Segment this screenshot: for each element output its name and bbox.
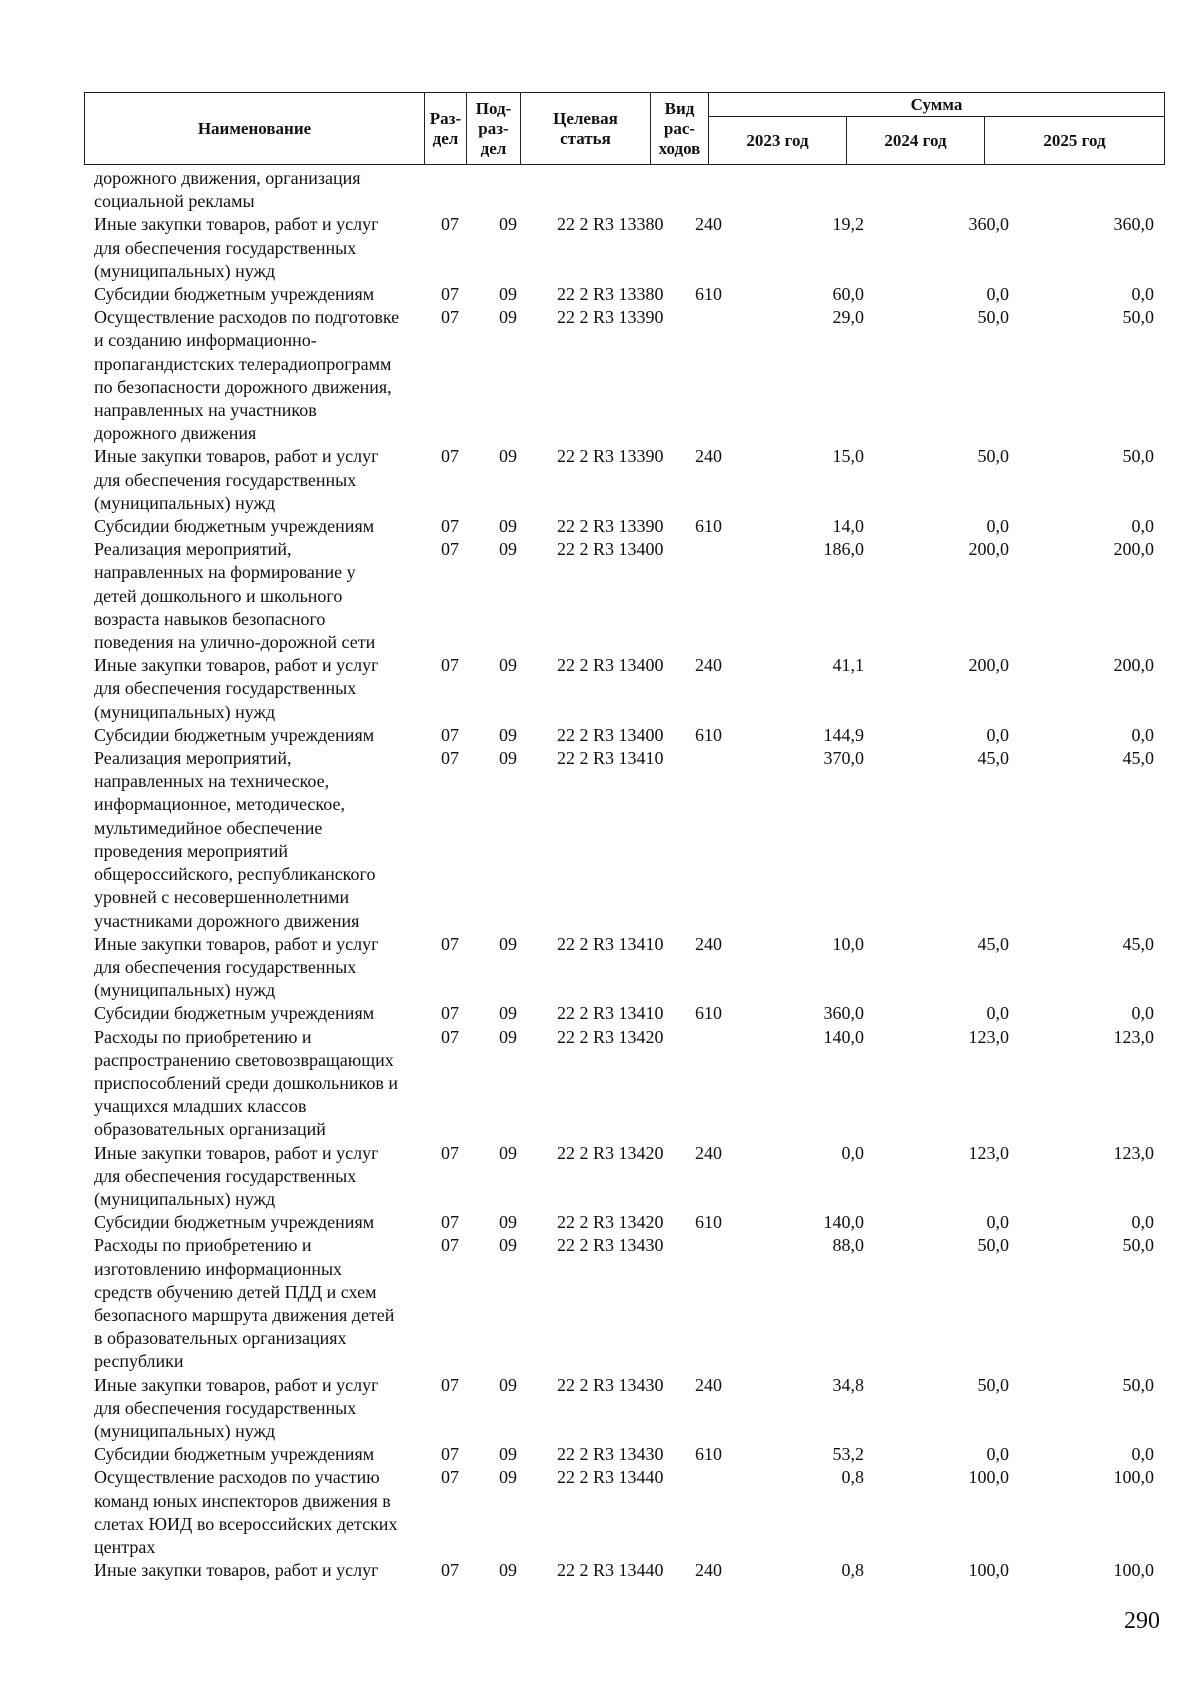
row-name <box>84 213 439 283</box>
row-name <box>84 1234 439 1373</box>
table-row <box>84 1234 1164 1373</box>
row-name <box>84 1211 439 1234</box>
row-sum-2025: 0,0 <box>1131 1212 1154 1233</box>
row-vid-rashodov: 610 <box>695 516 722 537</box>
row-name-line: Субсидии бюджетным учреждениям <box>94 284 375 305</box>
row-sum-2025: 0,0 <box>1131 516 1154 537</box>
table-row <box>84 167 1164 213</box>
row-name-line: для обеспечения государственных <box>94 469 357 490</box>
table-row <box>84 1211 1164 1234</box>
row-celevaya-statya: 22 2 R3 13430 <box>557 1374 664 1395</box>
row-name-line: средств обучению детей ПДД и схем <box>94 1281 377 1302</box>
header-vid-line-3: ходов <box>658 138 701 158</box>
row-name-line: (муниципальных) нужд <box>94 1420 276 1441</box>
row-name-line: социальной рекламы <box>94 191 255 212</box>
row-celevaya-statya: 22 2 R3 13430 <box>557 1444 664 1465</box>
row-vid-rashodov: 610 <box>695 1003 722 1024</box>
row-sum-2024: 0,0 <box>986 1003 1009 1024</box>
row-vid-rashodov: 240 <box>695 1374 722 1395</box>
row-razdel: 07 <box>441 284 459 305</box>
row-name-line: распространению световозвращающих <box>94 1049 394 1070</box>
row-name-line: Иные закупки товаров, работ и услуг <box>94 1374 379 1395</box>
row-name-line: изготовлению информационных <box>94 1258 343 1279</box>
row-name-line: и созданию информационно- <box>94 330 317 351</box>
row-name-line: для обеспечения государственных <box>94 956 357 977</box>
header-vid-line-2: рас- <box>663 118 696 138</box>
row-name-line: Реализация мероприятий, <box>94 748 292 769</box>
table-row <box>84 515 1164 538</box>
header-vid-rashodov <box>651 93 709 165</box>
row-name-line: для обеспечения государственных <box>94 1397 357 1418</box>
row-name-line: направленных на формирование у <box>94 562 356 583</box>
row-vid-rashodov: 610 <box>695 1444 722 1465</box>
row-celevaya-statya: 22 2 R3 13440 <box>557 1560 664 1581</box>
row-razdel: 07 <box>441 1560 459 1581</box>
row-sum-2023: 15,0 <box>832 446 864 467</box>
row-celevaya-statya: 22 2 R3 13430 <box>557 1235 664 1256</box>
row-sum-2025: 0,0 <box>1131 1444 1154 1465</box>
row-sum-2025: 50,0 <box>1122 307 1154 328</box>
row-sum-2025: 200,0 <box>1113 539 1154 560</box>
row-razdel: 07 <box>441 1374 459 1395</box>
row-sum-2025: 0,0 <box>1131 1003 1154 1024</box>
row-name-line: поведения на улично-дорожной сети <box>94 632 376 653</box>
row-razdel: 07 <box>441 1444 459 1465</box>
row-name <box>84 167 439 213</box>
row-name-line: для обеспечения государственных <box>94 237 357 258</box>
row-name-line: направленных на техническое, <box>94 771 330 792</box>
row-podrazdel: 09 <box>499 1142 517 1163</box>
row-sum-2023: 14,0 <box>832 516 864 537</box>
row-name <box>84 1142 439 1212</box>
table-row <box>84 1142 1164 1212</box>
row-name <box>84 515 439 538</box>
row-name-line: мультимедийное обеспечение <box>94 817 323 838</box>
header-year-2023: 2023 год <box>709 117 847 165</box>
row-podrazdel: 09 <box>499 1003 517 1024</box>
row-name-line: детей дошкольного и школьного <box>94 585 343 606</box>
row-celevaya-statya: 22 2 R3 13420 <box>557 1212 664 1233</box>
row-name-line: для обеспечения государственных <box>94 678 357 699</box>
row-razdel: 07 <box>441 307 459 328</box>
row-name-line: Иные закупки товаров, работ и услуг <box>94 214 379 235</box>
row-podrazdel: 09 <box>499 655 517 676</box>
row-sum-2023: 0,8 <box>841 1467 864 1488</box>
row-name-line: приспособлений среди дошкольников и <box>94 1072 398 1093</box>
row-name-line: Осуществление расходов по участию <box>94 1467 380 1488</box>
row-vid-rashodov: 240 <box>695 214 722 235</box>
row-sum-2025: 360,0 <box>1113 214 1154 235</box>
header-celevaya-statya <box>521 93 651 165</box>
row-sum-2025: 100,0 <box>1113 1560 1154 1581</box>
row-sum-2023: 186,0 <box>823 539 864 560</box>
row-name <box>84 1466 439 1559</box>
row-sum-2024: 50,0 <box>977 1235 1009 1256</box>
table-row <box>84 1002 1164 1025</box>
row-name-line: Субсидии бюджетным учреждениям <box>94 724 375 745</box>
row-podrazdel: 09 <box>499 1026 517 1047</box>
row-sum-2024: 123,0 <box>968 1026 1009 1047</box>
row-sum-2023: 53,2 <box>832 1444 864 1465</box>
row-name-line: для обеспечения государственных <box>94 1165 357 1186</box>
row-sum-2024: 100,0 <box>968 1467 1009 1488</box>
row-podrazdel: 09 <box>499 307 517 328</box>
row-name-line: пропагандистских телерадиопрограмм <box>94 353 392 374</box>
row-podrazdel: 09 <box>499 1560 517 1581</box>
row-name <box>84 538 439 654</box>
row-sum-2023: 60,0 <box>832 284 864 305</box>
row-name-line: центрах <box>94 1536 156 1557</box>
row-sum-2024: 100,0 <box>968 1560 1009 1581</box>
row-name-line: (муниципальных) нужд <box>94 701 276 722</box>
table-row <box>84 306 1164 445</box>
header-year-2025: 2025 год <box>985 117 1165 165</box>
row-name-line: учащихся младших классов <box>94 1096 307 1117</box>
row-name-line: (муниципальных) нужд <box>94 980 276 1001</box>
table-row <box>84 445 1164 515</box>
row-name-line: уровней с несовершеннолетними <box>94 887 350 908</box>
header-celevaya-line-2: статья <box>560 128 611 148</box>
row-sum-2023: 370,0 <box>823 748 864 769</box>
table-row <box>84 1559 1164 1582</box>
row-name-line: слетах ЮИД во всероссийских детских <box>94 1513 398 1534</box>
row-podrazdel: 09 <box>499 1374 517 1395</box>
row-sum-2024: 0,0 <box>986 284 1009 305</box>
row-vid-rashodov: 610 <box>695 1212 722 1233</box>
row-name-line: общероссийского, республиканского <box>94 864 376 885</box>
row-podrazdel: 09 <box>499 539 517 560</box>
row-razdel: 07 <box>441 748 459 769</box>
row-sum-2024: 360,0 <box>968 214 1009 235</box>
row-celevaya-statya: 22 2 R3 13390 <box>557 516 664 537</box>
row-name-line: безопасного маршрута движения детей <box>94 1304 395 1325</box>
row-name-line: (муниципальных) нужд <box>94 492 276 513</box>
row-name <box>84 1002 439 1025</box>
row-name-line: Иные закупки товаров, работ и услуг <box>94 655 379 676</box>
row-celevaya-statya: 22 2 R3 13390 <box>557 446 664 467</box>
row-sum-2024: 0,0 <box>986 516 1009 537</box>
row-razdel: 07 <box>441 1212 459 1233</box>
row-celevaya-statya: 22 2 R3 13390 <box>557 307 664 328</box>
row-name-line: (муниципальных) нужд <box>94 260 276 281</box>
row-sum-2024: 0,0 <box>986 724 1009 745</box>
row-vid-rashodov: 240 <box>695 446 722 467</box>
row-podrazdel: 09 <box>499 214 517 235</box>
row-sum-2024: 45,0 <box>977 933 1009 954</box>
row-razdel: 07 <box>441 1142 459 1163</box>
row-podrazdel: 09 <box>499 284 517 305</box>
row-sum-2023: 360,0 <box>823 1003 864 1024</box>
row-name-line: Осуществление расходов по подготовке <box>94 307 400 328</box>
row-celevaya-statya: 22 2 R3 13410 <box>557 1003 664 1024</box>
row-sum-2025: 0,0 <box>1131 284 1154 305</box>
row-sum-2023: 0,0 <box>841 1142 864 1163</box>
row-sum-2025: 50,0 <box>1122 446 1154 467</box>
row-vid-rashodov: 240 <box>695 1560 722 1581</box>
row-name-line: Иные закупки товаров, работ и услуг <box>94 1560 379 1581</box>
row-sum-2023: 88,0 <box>832 1235 864 1256</box>
row-vid-rashodov: 240 <box>695 1142 722 1163</box>
row-vid-rashodov: 610 <box>695 724 722 745</box>
row-name-line: Расходы по приобретению и <box>94 1235 312 1256</box>
row-celevaya-statya: 22 2 R3 13420 <box>557 1142 664 1163</box>
row-celevaya-statya: 22 2 R3 13380 <box>557 214 664 235</box>
row-name-line: образовательных организаций <box>94 1119 326 1140</box>
table-row <box>84 747 1164 933</box>
row-podrazdel: 09 <box>499 1235 517 1256</box>
header-razdel-line-1: Раз- <box>429 108 462 128</box>
row-podrazdel: 09 <box>499 446 517 467</box>
row-podrazdel: 09 <box>499 933 517 954</box>
row-celevaya-statya: 22 2 R3 13410 <box>557 933 664 954</box>
row-razdel: 07 <box>441 655 459 676</box>
table-row <box>84 1443 1164 1466</box>
row-sum-2025: 0,0 <box>1131 724 1154 745</box>
header-podrazdel <box>467 93 521 165</box>
page-number: 290 <box>1124 1608 1160 1634</box>
row-name-line: Реализация мероприятий, <box>94 539 292 560</box>
row-sum-2023: 0,8 <box>841 1560 864 1581</box>
row-name <box>84 1374 439 1444</box>
row-sum-2023: 10,0 <box>832 933 864 954</box>
row-celevaya-statya: 22 2 R3 13410 <box>557 748 664 769</box>
row-name <box>84 1559 439 1582</box>
row-name-line: (муниципальных) нужд <box>94 1188 276 1209</box>
row-razdel: 07 <box>441 1467 459 1488</box>
row-name <box>84 445 439 515</box>
row-name-line: Субсидии бюджетным учреждениям <box>94 1444 375 1465</box>
row-name-line: проведения мероприятий <box>94 840 289 861</box>
header-celevaya-line-1: Целевая <box>553 108 618 128</box>
row-sum-2023: 34,8 <box>832 1374 864 1395</box>
header-podrazdel-line-3: дел <box>480 138 507 158</box>
row-name <box>84 306 439 445</box>
row-sum-2023: 140,0 <box>823 1212 864 1233</box>
row-sum-2024: 123,0 <box>968 1142 1009 1163</box>
row-name-line: Субсидии бюджетным учреждениям <box>94 1003 375 1024</box>
row-name-line: дорожного движения, организация <box>94 168 361 188</box>
header-name: Наименование <box>85 93 425 165</box>
row-podrazdel: 09 <box>499 1212 517 1233</box>
row-sum-2025: 50,0 <box>1122 1235 1154 1256</box>
row-razdel: 07 <box>441 1003 459 1024</box>
row-sum-2024: 50,0 <box>977 307 1009 328</box>
row-sum-2023: 144,9 <box>823 724 864 745</box>
row-sum-2024: 50,0 <box>977 1374 1009 1395</box>
table-row <box>84 724 1164 747</box>
table-body <box>84 167 1164 1582</box>
row-razdel: 07 <box>441 933 459 954</box>
row-razdel: 07 <box>441 214 459 235</box>
row-sum-2025: 50,0 <box>1122 1374 1154 1395</box>
row-sum-2024: 0,0 <box>986 1444 1009 1465</box>
table-row <box>84 1466 1164 1559</box>
row-name <box>84 747 439 933</box>
row-name-line: возраста навыков безопасного <box>94 608 326 629</box>
table-row <box>84 1374 1164 1444</box>
row-name-line: республики <box>94 1351 184 1372</box>
row-sum-2023: 41,1 <box>832 655 864 676</box>
row-celevaya-statya: 22 2 R3 13400 <box>557 539 664 560</box>
row-sum-2025: 45,0 <box>1122 933 1154 954</box>
row-sum-2025: 123,0 <box>1113 1142 1154 1163</box>
row-name <box>84 933 439 1003</box>
table-row <box>84 538 1164 654</box>
row-sum-2024: 45,0 <box>977 748 1009 769</box>
row-razdel: 07 <box>441 539 459 560</box>
table-row <box>84 1026 1164 1142</box>
row-sum-2024: 50,0 <box>977 446 1009 467</box>
row-name-line: дорожного движения <box>94 423 257 444</box>
row-name <box>84 654 439 724</box>
row-vid-rashodov: 240 <box>695 655 722 676</box>
row-name <box>84 1026 439 1142</box>
row-podrazdel: 09 <box>499 1467 517 1488</box>
row-name <box>84 283 439 306</box>
table-row <box>84 933 1164 1003</box>
row-celevaya-statya: 22 2 R3 13380 <box>557 284 664 305</box>
row-razdel: 07 <box>441 1235 459 1256</box>
header-razdel-line-2: дел <box>432 128 459 148</box>
row-sum-2024: 200,0 <box>968 655 1009 676</box>
row-vid-rashodov: 610 <box>695 284 722 305</box>
row-sum-2025: 200,0 <box>1113 655 1154 676</box>
row-sum-2025: 123,0 <box>1113 1026 1154 1047</box>
row-podrazdel: 09 <box>499 748 517 769</box>
row-name <box>84 724 439 747</box>
row-razdel: 07 <box>441 1026 459 1047</box>
row-celevaya-statya: 22 2 R3 13400 <box>557 655 664 676</box>
row-name-line: направленных на участников <box>94 400 317 421</box>
header-podrazdel-line-2: раз- <box>478 118 509 138</box>
row-sum-2024: 200,0 <box>968 539 1009 560</box>
row-name-line: участниками дорожного движения <box>94 910 360 931</box>
table-row <box>84 213 1164 283</box>
row-name-line: Субсидии бюджетным учреждениям <box>94 1212 375 1233</box>
header-razdel <box>425 93 467 165</box>
row-name-line: Иные закупки товаров, работ и услуг <box>94 446 379 467</box>
row-name-line: Иные закупки товаров, работ и услуг <box>94 1142 379 1163</box>
header-podrazdel-line-1: Под- <box>475 98 512 118</box>
row-razdel: 07 <box>441 724 459 745</box>
header-year-2024: 2024 год <box>847 117 985 165</box>
row-sum-2023: 19,2 <box>832 214 864 235</box>
row-sum-2023: 140,0 <box>823 1026 864 1047</box>
row-vid-rashodov: 240 <box>695 933 722 954</box>
row-celevaya-statya: 22 2 R3 13400 <box>557 724 664 745</box>
row-name-line: по безопасности дорожного движения, <box>94 376 392 397</box>
row-name-line: Расходы по приобретению и <box>94 1026 312 1047</box>
row-name-line: Иные закупки товаров, работ и услуг <box>94 933 379 954</box>
row-name-line: Субсидии бюджетным учреждениям <box>94 516 375 537</box>
row-sum-2024: 0,0 <box>986 1212 1009 1233</box>
row-podrazdel: 09 <box>499 516 517 537</box>
row-celevaya-statya: 22 2 R3 13440 <box>557 1467 664 1488</box>
header-summa: Сумма <box>709 93 1165 117</box>
row-sum-2025: 45,0 <box>1122 748 1154 769</box>
row-name-line: в образовательных организациях <box>94 1328 347 1349</box>
row-name-line: команд юных инспекторов движения в <box>94 1490 391 1511</box>
row-razdel: 07 <box>441 516 459 537</box>
row-podrazdel: 09 <box>499 724 517 745</box>
row-sum-2023: 29,0 <box>832 307 864 328</box>
row-razdel: 07 <box>441 446 459 467</box>
row-celevaya-statya: 22 2 R3 13420 <box>557 1026 664 1047</box>
table-row <box>84 283 1164 306</box>
table-header <box>84 92 1165 165</box>
table-row <box>84 654 1164 724</box>
header-vid-line-1: Вид <box>664 98 695 118</box>
row-sum-2025: 100,0 <box>1113 1467 1154 1488</box>
row-name <box>84 1443 439 1466</box>
row-podrazdel: 09 <box>499 1444 517 1465</box>
row-name-line: информационное, методическое, <box>94 794 345 815</box>
